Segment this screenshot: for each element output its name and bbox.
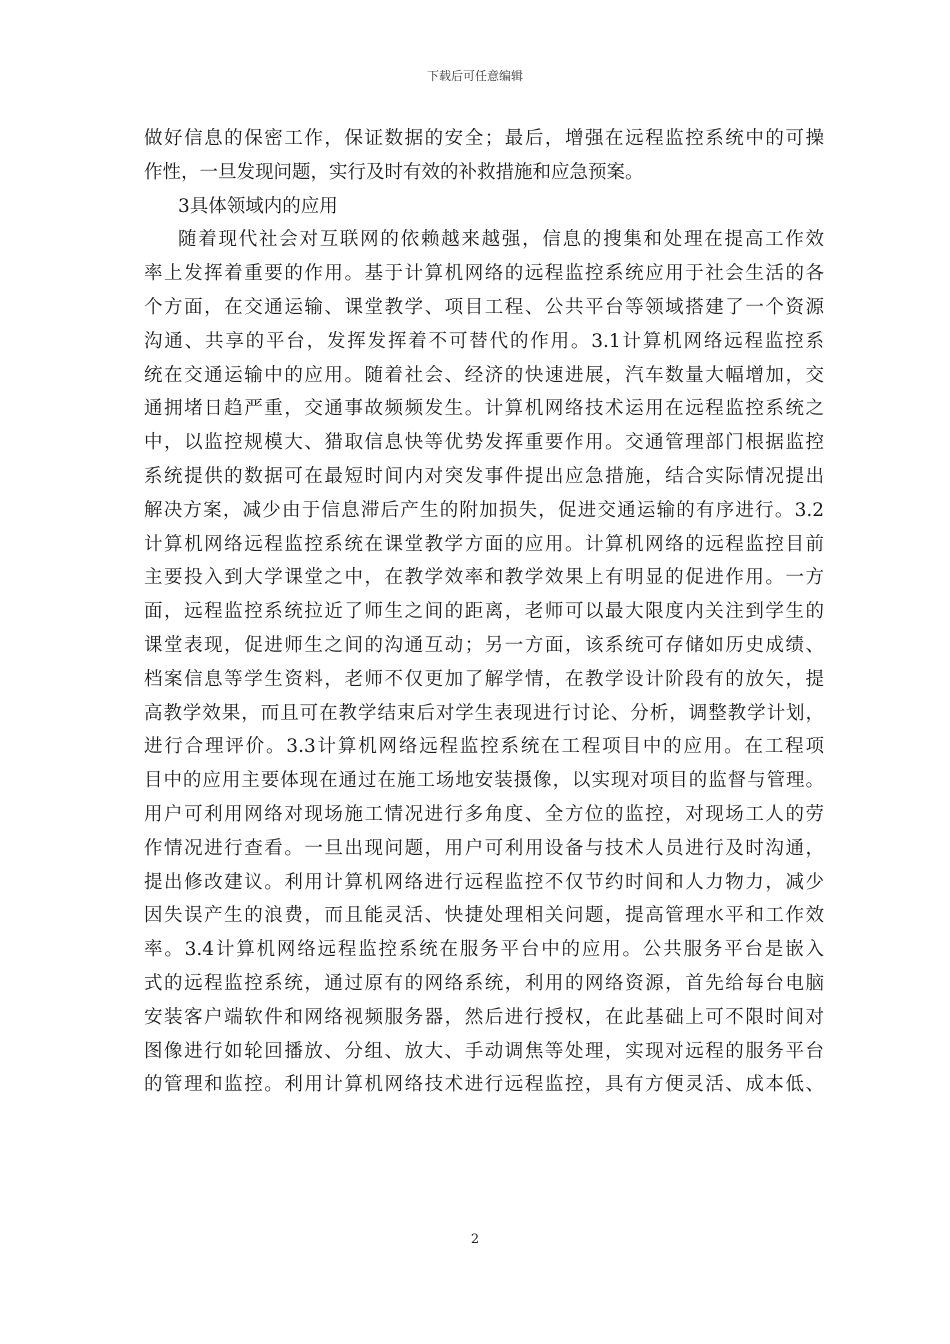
text-line: 作情况进行查看。一旦出现问题，用户可利用设备与技术人员进行及时沟通， [144, 837, 824, 859]
text-line: 沟通、共享的平台，发挥发挥着不可替代的作用。3.1计算机网络远程监控系 [144, 330, 824, 352]
body-text [144, 122, 824, 1102]
text-line: 统在交通运输中的应用。随着社会、经济的快速进展，汽车数量大幅增加，交 [144, 364, 824, 386]
text-line: 中，以监控规模大、猎取信息快等优势发挥重要作用。交通管理部门根据监控 [144, 432, 824, 454]
text-line: 用户可利用网络对现场施工情况进行多角度、全方位的监控，对现场工人的劳 [144, 803, 824, 825]
text-line: 提出修改建议。利用计算机网络进行远程监控不仅节约时间和人力物力，减少 [144, 871, 824, 893]
text-line: 课堂表现，促进师生之间的沟通互动；另一方面，该系统可存储如历史成绩、 [144, 634, 824, 656]
text-line: 档案信息等学生资料，老师不仅更加了解学情，在教学设计阶段有的放矢，提 [144, 668, 824, 690]
text-line: 做好信息的保密工作，保证数据的安全；最后，增强在远程监控系统中的可操 [144, 128, 824, 149]
text-line: 率。3.4计算机网络远程监控系统在服务平台中的应用。公共服务平台是嵌入 [144, 939, 824, 961]
text-line: 个方面，在交通运输、课堂教学、项目工程、公共平台等领域搭建了一个资源 [144, 296, 824, 318]
section-heading: 3具体领域内的应用 [178, 195, 338, 217]
text-line: 的管理和监控。利用计算机网络技术进行远程监控，具有方便灵活、成本低、 [144, 1074, 824, 1096]
text-line: 式的远程监控系统，通过原有的网络系统，利用的网络资源，首先给每台电脑 [144, 972, 824, 994]
page-number: 2 [470, 1232, 480, 1247]
text-line: 图像进行如轮回播放、分组、放大、手动调焦等处理，实现对远程的服务平台 [144, 1040, 824, 1062]
text-line: 主要投入到大学课堂之中，在教学效率和教学效果上有明显的促进作用。一方 [144, 567, 824, 589]
text-line: 面，远程监控系统拉近了师生之间的距离，老师可以最大限度内关注到学生的 [144, 601, 824, 623]
text-line: 系统提供的数据可在最短时间内对突发事件提出应急措施，结合实际情况提出 [144, 465, 824, 487]
text-line: 率上发挥着重要的作用。基于计算机网络的远程监控系统应用于社会生活的各 [144, 263, 824, 285]
text-line: 因失误产生的浪费，而且能灵活、快捷处理相关问题，提高管理水平和工作效 [144, 905, 824, 927]
page-header: 下载后可任意编辑 [426, 69, 523, 83]
text-line: 通拥堵日趋严重，交通事故频频发生。计算机网络技术运用在远程监控系统之 [144, 398, 824, 420]
text-line: 目中的应用主要体现在通过在施工场地安装摄像，以实现对项目的监督与管理。 [144, 770, 824, 792]
text-line: 安装客户端软件和网络视频服务器，然后进行授权，在此基础上可不限时间对 [144, 1006, 824, 1028]
text-line: 高教学效果，而且可在教学结束后对学生表现进行讨论、分析，调整教学计划， [144, 702, 824, 724]
paragraph-first-line: 随着现代社会对互联网的依赖越来越强，信息的搜集和处理在提高工作效 [178, 229, 824, 251]
text-line: 进行合理评价。3.3计算机网络远程监控系统在工程项目中的应用。在工程项 [144, 736, 824, 758]
text-line: 解决方案，减少由于信息滞后产生的附加损失，促进交通运输的有序进行。3.2 [144, 499, 824, 521]
text-line: 作性，一旦发现问题，实行及时有效的补救措施和应急预案。 [144, 161, 644, 183]
text-line: 计算机网络远程监控系统在课堂教学方面的应用。计算机网络的远程监控目前 [144, 533, 824, 555]
